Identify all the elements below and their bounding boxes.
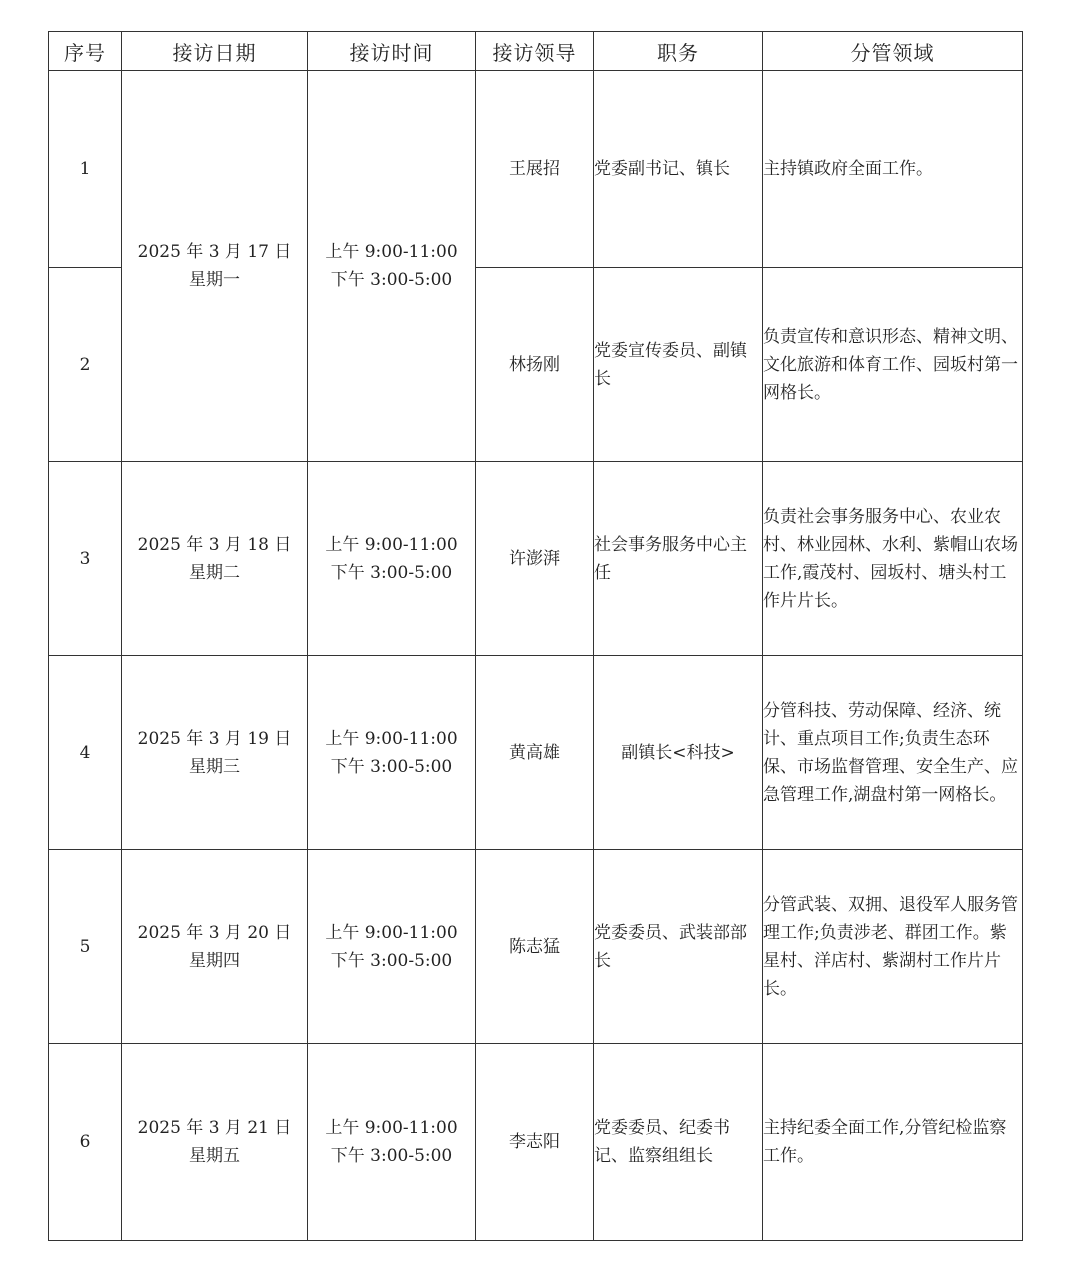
cell-date [122, 462, 308, 656]
header-leader: 接访领导 [476, 32, 594, 71]
cell-date [122, 656, 308, 850]
cell-area: 主持纪委全面工作,分管纪检监察工作。 [763, 1044, 1023, 1241]
cell-area: 负责社会事务服务中心、农业农村、林业园林、水利、紫帽山农场工作,霞茂村、园坂村、塘头村工作片片长。 [763, 462, 1023, 656]
reception-schedule-table [48, 31, 1023, 1241]
cell-index: 5 [49, 850, 122, 1044]
cell-leader: 陈志猛 [476, 850, 594, 1044]
time-am-text: 上午 9:00-11:00 [325, 534, 458, 555]
cell-leader: 李志阳 [476, 1044, 594, 1241]
date-text: 2025 年 3 月 20 日 [137, 922, 292, 943]
weekday-text: 星期一 [189, 270, 240, 290]
weekday-text: 星期四 [189, 950, 240, 971]
header-time: 接访时间 [308, 32, 476, 71]
date-text: 2025 年 3 月 17 日 [137, 242, 292, 262]
cell-position: 党委宣传委员、副镇长 [594, 268, 763, 462]
cell-position: 党委副书记、镇长 [594, 71, 763, 268]
cell-leader: 许澎湃 [476, 462, 594, 656]
cell-area: 负责宣传和意识形态、精神文明、文化旅游和体育工作、园坂村第一网格长。 [763, 268, 1023, 462]
cell-index: 3 [49, 462, 122, 656]
cell-date [122, 850, 308, 1044]
date-text: 2025 年 3 月 18 日 [137, 534, 292, 555]
time-am-text: 上午 9:00-11:00 [325, 1118, 458, 1138]
cell-leader: 林扬刚 [476, 268, 594, 462]
time-am-text: 上午 9:00-11:00 [325, 242, 458, 262]
cell-position: 副镇长<科技> [594, 656, 763, 850]
header-date: 接访日期 [122, 32, 308, 71]
cell-area: 分管武装、双拥、退役军人服务管理工作;负责涉老、群团工作。紫星村、洋店村、紫湖村工作片片长。 [763, 850, 1023, 1044]
cell-position: 党委委员、纪委书记、监察组组长 [594, 1044, 763, 1241]
cell-time [308, 850, 476, 1044]
cell-position: 社会事务服务中心主任 [594, 462, 763, 656]
cell-time [308, 71, 476, 462]
cell-time [308, 656, 476, 850]
time-pm-text: 下午 3:00-5:00 [330, 562, 453, 583]
header-position: 职务 [594, 32, 763, 71]
date-text: 2025 年 3 月 19 日 [137, 728, 292, 749]
time-am-text: 上午 9:00-11:00 [325, 922, 458, 943]
table-row [49, 656, 1023, 850]
cell-area: 分管科技、劳动保障、经济、统计、重点项目工作;负责生态环保、市场监督管理、安全生产、应急管理工作,湖盘村第一网格长。 [763, 656, 1023, 850]
table-row [49, 850, 1023, 1044]
table-row [49, 1044, 1023, 1241]
header-index: 序号 [49, 32, 122, 71]
header-area: 分管领域 [763, 32, 1023, 71]
weekday-text: 星期五 [189, 1146, 240, 1166]
table-row [49, 71, 1023, 268]
weekday-text: 星期三 [189, 756, 240, 777]
cell-leader: 王展招 [476, 71, 594, 268]
cell-time [308, 1044, 476, 1241]
time-pm-text: 下午 3:00-5:00 [330, 950, 453, 971]
cell-index: 2 [49, 268, 122, 462]
time-pm-text: 下午 3:00-5:00 [330, 270, 453, 290]
time-pm-text: 下午 3:00-5:00 [330, 1146, 453, 1166]
cell-area: 主持镇政府全面工作。 [763, 71, 1023, 268]
table-header-row [49, 32, 1023, 71]
cell-leader: 黄高雄 [476, 656, 594, 850]
table-row [49, 462, 1023, 656]
cell-index: 6 [49, 1044, 122, 1241]
cell-date [122, 71, 308, 462]
cell-index: 1 [49, 71, 122, 268]
cell-index: 4 [49, 656, 122, 850]
cell-position: 党委委员、武装部部长 [594, 850, 763, 1044]
date-text: 2025 年 3 月 21 日 [137, 1118, 292, 1138]
cell-time [308, 462, 476, 656]
time-am-text: 上午 9:00-11:00 [325, 728, 458, 749]
time-pm-text: 下午 3:00-5:00 [330, 756, 453, 777]
weekday-text: 星期二 [189, 562, 240, 583]
cell-date [122, 1044, 308, 1241]
